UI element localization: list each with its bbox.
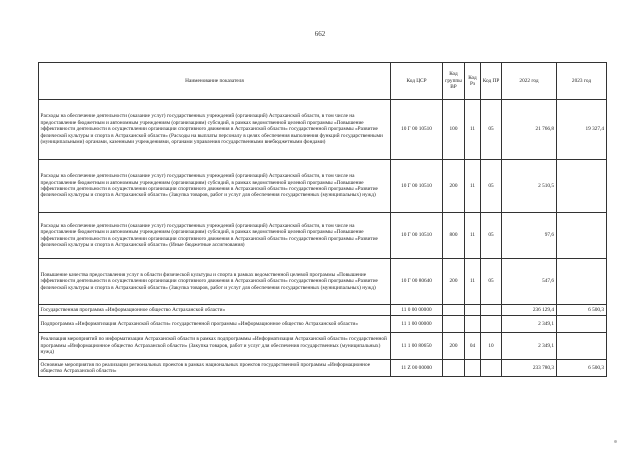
row-2023: 19 327,4 <box>557 100 607 160</box>
row-2022: 2 349,1 <box>502 316 557 333</box>
row-name: Подпрограмма «Информатизация Астраханской области» государственной программы «Информационное общество Астраханской области» <box>39 316 391 333</box>
row-csr: 11 1 00 80650 <box>391 333 443 360</box>
row-name: Расходы на обеспечение деятельности (оказание услуг) государственных учреждений (организаций) Астраханской области, в том числе на предоставление бюджетным и автономным учреждениям (организациям) субсидий, в рамках ведомственной целевой программы «Повышение эффективности деятельности в осуществлении организации спортивного движения в Астраханской области» государственной программы «Развитие физической культуры и спорта в Астраханской области» (Расходы на выплаты персоналу в целях обеспечения выполнения функций государственными (муниципальными) органами, казенными учреждениями, органами управления государственными внебюджетными фондами) <box>39 100 391 160</box>
header-2023: 2023 год <box>557 63 607 100</box>
row-pr <box>481 316 502 333</box>
row-pr: 05 <box>481 160 502 213</box>
row-name: Повышение качества предоставления услуг в области физической культуры и спорта в рамках ведомственной целевой программы «Повышение эффективности деятельности в осуществлении организации спортивного движения в Астраханской области» государственной программы «Развитие физической культуры и спорта в Астраханской области» (Закупка товаров, работ и услуг для обеспечения государственных (муниципальных) нужд) <box>39 259 391 305</box>
row-2022: 233 780,3 <box>502 360 557 377</box>
row-name: Расходы на обеспечение деятельности (оказание услуг) государственных учреждений (организаций) Астраханской области, в том числе на предоставление бюджетным и автономным учреждениям (организациям) субсидий, в рамках ведомственной целевой программы «Повышение эффективности деятельности в осуществлении организации спортивного движения в Астраханской области» государственной программы «Развитие физической культуры и спорта в Астраханской области» (Иные бюджетные ассигнования) <box>39 213 391 259</box>
row-rz <box>465 360 481 377</box>
scan-speck <box>614 440 617 443</box>
row-vr <box>443 305 465 316</box>
row-vr: 200 <box>443 259 465 305</box>
row-2023 <box>557 160 607 213</box>
row-2022: 2 349,1 <box>502 333 557 360</box>
row-pr <box>481 305 502 316</box>
row-rz <box>465 305 481 316</box>
row-2023 <box>557 213 607 259</box>
row-pr: 05 <box>481 213 502 259</box>
row-csr: 10 Г 00 10510 <box>391 213 443 259</box>
row-vr <box>443 360 465 377</box>
row-pr: 05 <box>481 100 502 160</box>
row-csr: 11 Z 00 00000 <box>391 360 443 377</box>
header-name: Наименование показателя <box>39 63 391 100</box>
row-2023 <box>557 316 607 333</box>
row-rz: 11 <box>465 160 481 213</box>
row-rz <box>465 316 481 333</box>
row-rz: 04 <box>465 333 481 360</box>
row-rz: 11 <box>465 100 481 160</box>
row-pr: 10 <box>481 333 502 360</box>
row-2023: 6 500,3 <box>557 360 607 377</box>
row-2023 <box>557 259 607 305</box>
table-row <box>39 100 607 160</box>
row-csr: 10 Г 00 10510 <box>391 160 443 213</box>
row-csr: 11 0 00 00000 <box>391 305 443 316</box>
row-pr: 05 <box>481 259 502 305</box>
header-pr: Код ПР <box>481 63 502 100</box>
row-name: Основные мероприятия по реализации региональных проектов в рамках национальных проектов государственной программы «Информационное общество Астраханской области» <box>39 360 391 377</box>
table-row <box>39 213 607 259</box>
table-row <box>39 160 607 213</box>
row-vr: 200 <box>443 333 465 360</box>
row-csr: 11 1 00 00000 <box>391 316 443 333</box>
row-csr: 10 Г 00 80640 <box>391 259 443 305</box>
row-name: Расходы на обеспечение деятельности (оказание услуг) государственных учреждений (организаций) Астраханской области, в том числе на предоставление бюджетным и автономным учреждениям (организациям) субсидий, в рамках ведомственной целевой программы «Повышение эффективности деятельности в осуществлении организации спортивного движения в Астраханской области» государственной программы «Развитие физической культуры и спорта в Астраханской области» (Закупка товаров, работ и услуг для обеспечения государственных (муниципальных) нужд) <box>39 160 391 213</box>
row-2022: 21 766,8 <box>502 100 557 160</box>
row-2022: 97,6 <box>502 213 557 259</box>
header-csr: Код ЦСР <box>391 63 443 100</box>
table-row <box>39 333 607 360</box>
table-header-row <box>39 63 607 100</box>
row-rz: 11 <box>465 213 481 259</box>
table-row <box>39 305 607 316</box>
row-csr: 10 Г 00 10510 <box>391 100 443 160</box>
row-2023 <box>557 333 607 360</box>
row-name: Реализация мероприятий по информатизации Астраханской области в рамках подпрограммы «Информатизация Астраханской области» государственной программы «Информационное общество Астраханской области» (Закупка товаров, работ и услуг для обеспечения государственных (муниципальных) нужд) <box>39 333 391 360</box>
row-2022: 236 129,4 <box>502 305 557 316</box>
row-vr: 100 <box>443 100 465 160</box>
table-row <box>39 259 607 305</box>
header-2022: 2022 год <box>502 63 557 100</box>
row-2022: 2 510,5 <box>502 160 557 213</box>
header-vr: Код группы ВР <box>443 63 465 100</box>
row-2023: 6 500,3 <box>557 305 607 316</box>
row-vr: 200 <box>443 160 465 213</box>
table-row <box>39 360 607 377</box>
row-2022: 547,6 <box>502 259 557 305</box>
row-pr <box>481 360 502 377</box>
row-name: Государственная программа «Информационное общество Астраханской области» <box>39 305 391 316</box>
row-vr: 800 <box>443 213 465 259</box>
row-vr <box>443 316 465 333</box>
row-rz: 11 <box>465 259 481 305</box>
header-rz: Код Рз <box>465 63 481 100</box>
budget-table <box>38 62 607 377</box>
page-number: 662 <box>314 30 326 38</box>
table-row <box>39 316 607 333</box>
